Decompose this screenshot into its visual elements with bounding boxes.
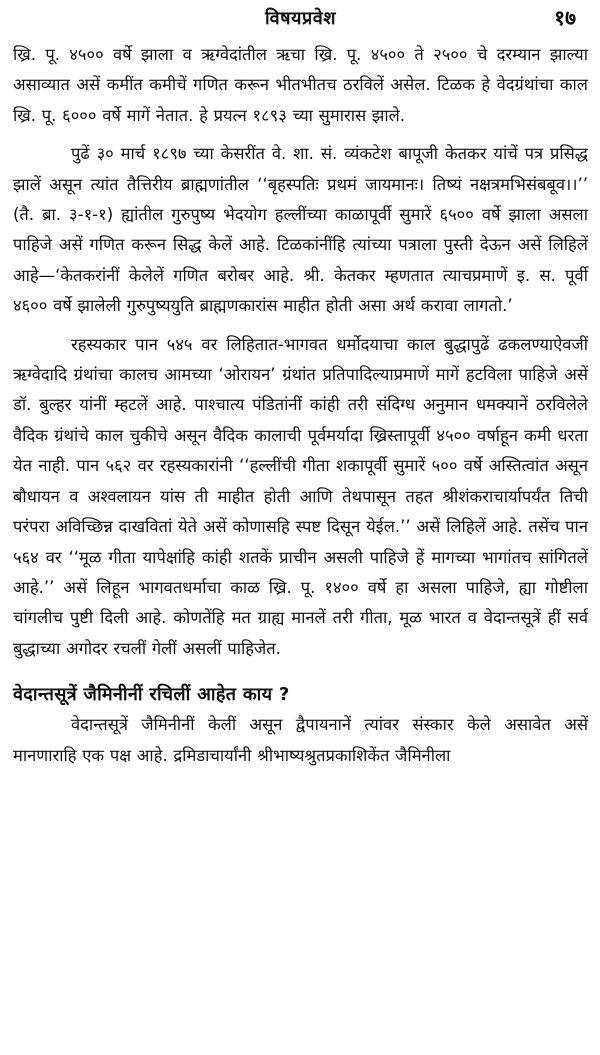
paragraph-gap — [13, 322, 588, 330]
paragraph-gap — [13, 131, 588, 139]
paragraph-2: पुढें ३० मार्च १८९७ च्या केसरींत वे. शा. सं. व्यंकटेश बापूजी केतकर यांचें पत्र प्रसिद्ध झालें असून त्यांत तैत्तिरीय ब्राह्मणांतील ‘‘बृहस्पतिः प्रथमं जायमानः। तिष्यं नक्षत्रमभिसंबबूव।।’’ (तै. ब्रा. ३-१-१) ह्यांतील गुरुपुष्य भेदयोग हल्लींच्या काळापूर्वी सुमारें ६५०० वर्षे झाला असला पाहिजे असें गणित करून सिद्ध केलें आहे. टिळकांनींहि त्यांच्या पत्राला पुस्ती देऊन असें लिहिलें आहे—‘केतकरांनीं केलेलें गणित बरोबर आहे. श्री. केतकर म्हणतात त्याचप्रमाणें इ. स. पूर्वी ४६०० वर्षे झालेली गुरुपुष्ययुति ब्राह्मणकारांस माहीत होती असा अर्थ करावा लागतो.’ — [13, 144, 588, 316]
section-heading: वेदान्तसूत्रें जैमिनीनीं रचिलीं आहेत काय ? — [13, 684, 290, 706]
section-paragraph: वेदान्तसूत्रें जैमिनीनीं केलीं असून द्वैपायनानें त्यांवर संस्कार केले असावेत असें मानणाराहि एक पक्ष आहे. द्रमिडाचार्यांनी श्रीभाष्यश्रुतप्रकाशिकेंत जैमिनीला — [13, 715, 588, 765]
paragraph-3: रहस्यकार पान ५४५ वर लिहितात-भागवत धर्मोदयाचा काल बुद्धापुढें ढकलण्याऐवजीं ऋग्वेदादि ग्रंथांचा कालच आमच्या ‘ओरायन’ ग्रंथांत प्रतिपादिल्याप्रमाणें मागें हटविला पाहिजे असें डॉ. बुल्हर यांनीं म्हटलें आहे. पाश्चात्य पंडितांनीं कांही तरी संदिग्ध अनुमान धमक्यानें ठरविलेले वैदिक ग्रंथांचे काल चुकीचे असून वैदिक कालाची पूर्वमर्यादा ख्रिस्तापूर्वी ४५०० वर्षाहून कमी धरता येत नाही. पान ५६२ वर रहस्यकारांनी ‘‘हल्लींची गीता शकापूर्वी सुमारें ५०० वर्षे अस्तित्वांत असून बौधायन व अश्वलायन यांस ती माहीत होती आणि तेथपासून तहत श्रीशंकराचार्यापर्यंत तिची परंपरा अविच्छिन्न दाखवितां येते असें कोणासहि स्पष्ट दिसून येईल.’’ असें लिहिलें आहे. तसेंच पान ५६४ वर ‘‘मूळ गीता यापेक्षांहि कांही शतकें प्राचीन असली पाहिजे हें मागच्या भागांतच सांगितलें आहे.’’ असें लिहून भागवतधर्माचा काळ ख्रि. पू. १४०० वर्षे हा असला पाहिजे, ह्या गोष्टीला चांगलीच पुष्टी दिली आहे. कोणतेंहि मत ग्राह्य मानलें तरी गीता, मूळ भारत व वेदान्तसूत्रें हीं सर्व बुद्धाच्या अगोदर रचलीं गेलीं असलीं पाहिजेत. — [13, 334, 588, 658]
page-number: १७ — [554, 6, 576, 30]
running-title: विषयप्रवेश — [264, 8, 336, 29]
paragraph-1: ख्रि. पू. ४५०० वर्षे झाला व ऋग्वेदांतील ऋचा ख्रि. पू. ४५०० ते २५०० चे दरम्यान झाल्या असाव्यात असें कमींत कमीचें गणित करून भीतभीतच ठरविलें असेल. टिळक हे वेदग्रंथांचा काल ख्रि. पू. ६००० वर्षे मागें नेतात. हे प्रयत्न १८९३ च्या सुमारास झाले. — [13, 45, 588, 125]
page-header — [13, 2, 588, 40]
